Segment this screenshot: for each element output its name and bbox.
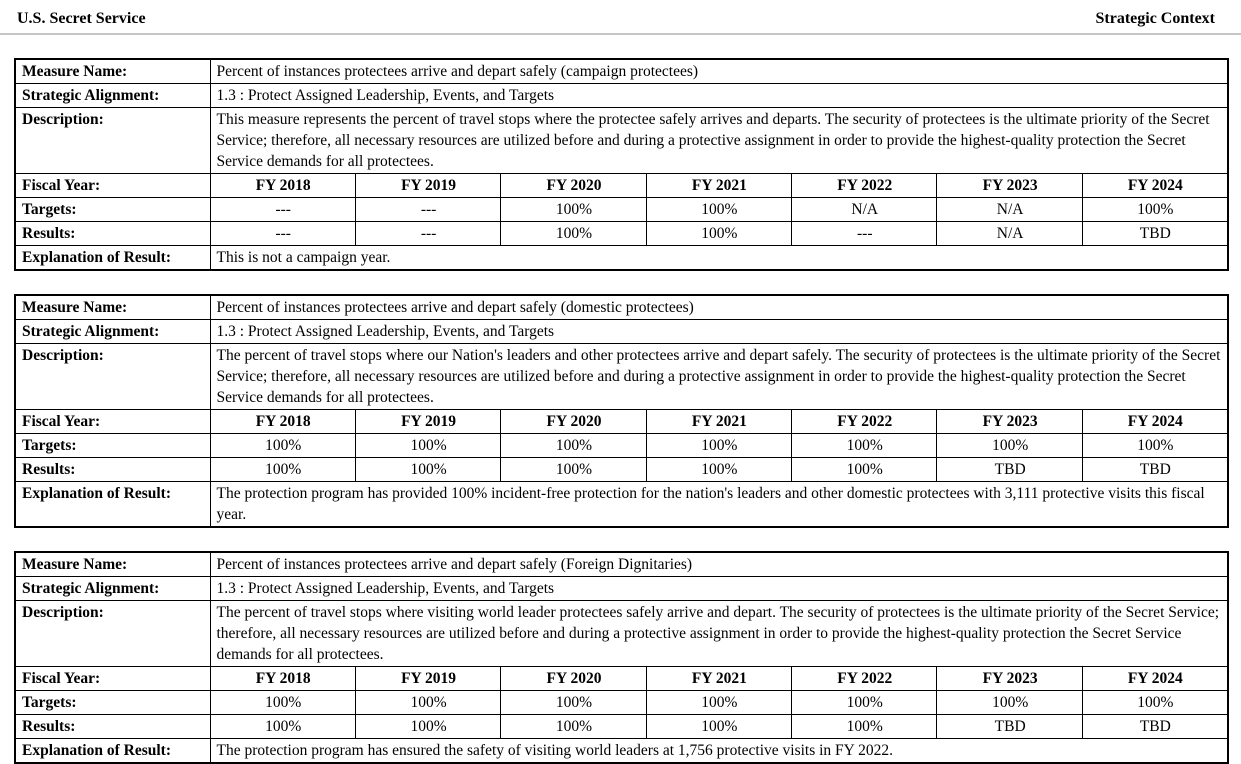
fiscal-year-label: Fiscal Year: [15,174,210,198]
strategic-alignment-row [15,84,1228,108]
result-value-cell: 100% [355,458,500,482]
measure-table-foreign-dignitaries [14,551,1229,764]
fiscal-year-cell: FY 2021 [646,410,791,434]
explanation-row [15,482,1228,528]
result-value-cell: 100% [501,222,646,246]
measure-name-row [15,295,1228,320]
target-value-cell: 100% [501,691,646,715]
fiscal-year-cell: FY 2020 [501,174,646,198]
fiscal-year-cell: FY 2020 [501,667,646,691]
description-row [15,601,1228,667]
description-row [15,344,1228,410]
results-row [15,458,1228,482]
result-value-cell: 100% [646,222,791,246]
explanation-row [15,739,1228,764]
target-value-cell: 100% [646,434,791,458]
page-content [0,58,1241,764]
fiscal-year-row [15,174,1228,198]
fiscal-year-cell: FY 2024 [1082,410,1227,434]
description-value: The percent of travel stops where visiting world leader protectees safely arrive and depart. The security of protectees is the ultimate priority of the Secret Service; therefore, all necessary resources are utilized before and during a protective assignment in order to provide the highest-quality protection the Secret Service demands for all protectees. [210,601,1228,667]
result-value-cell: 100% [646,715,791,739]
strategic-alignment-label: Strategic Alignment: [15,84,210,108]
measure-table-domestic [14,294,1229,528]
fiscal-year-cell: FY 2019 [355,174,500,198]
fiscal-year-cell: FY 2019 [355,667,500,691]
result-value-cell: 100% [792,715,937,739]
explanation-value: This is not a campaign year. [210,246,1228,271]
result-value-cell: --- [355,222,500,246]
fiscal-year-cell: FY 2024 [1082,174,1227,198]
target-value-cell: 100% [355,434,500,458]
target-value-cell: --- [355,198,500,222]
strategic-alignment-label: Strategic Alignment: [15,577,210,601]
fiscal-year-label: Fiscal Year: [15,410,210,434]
target-value-cell: 100% [355,691,500,715]
explanation-row [15,246,1228,271]
result-value-cell: 100% [210,458,355,482]
fiscal-year-cell: FY 2022 [792,410,937,434]
target-value-cell: --- [210,198,355,222]
target-value-cell: 100% [501,198,646,222]
explanation-label: Explanation of Result: [15,482,210,528]
result-value-cell: TBD [1082,715,1227,739]
measure-name-label: Measure Name: [15,552,210,577]
results-row [15,222,1228,246]
description-value: The percent of travel stops where our Nation's leaders and other protectees arrive and depart safely. The security of protectees is the ultimate priority of the Secret Service; therefore, all necessary resources are utilized before and during a protective assignment in order to provide the highest-quality protection the Secret Service demands for all protectees. [210,344,1228,410]
strategic-alignment-value: 1.3 : Protect Assigned Leadership, Events, and Targets [210,320,1228,344]
fiscal-year-cell: FY 2022 [792,667,937,691]
target-value-cell: 100% [1082,198,1227,222]
doc-title-right: Strategic Context [1095,10,1215,27]
target-value-cell: 100% [937,691,1082,715]
result-value-cell: TBD [937,715,1082,739]
result-value-cell: TBD [937,458,1082,482]
strategic-alignment-row [15,320,1228,344]
result-value-cell: 100% [792,458,937,482]
results-label: Results: [15,715,210,739]
explanation-value: The protection program has ensured the safety of visiting world leaders at 1,756 protective visits in FY 2022. [210,739,1228,764]
fiscal-year-cell: FY 2023 [937,667,1082,691]
strategic-alignment-value: 1.3 : Protect Assigned Leadership, Events, and Targets [210,577,1228,601]
fiscal-year-cell: FY 2023 [937,410,1082,434]
target-value-cell: N/A [792,198,937,222]
results-row [15,715,1228,739]
measure-name-row [15,59,1228,84]
fiscal-year-cell: FY 2023 [937,174,1082,198]
measure-name-value: Percent of instances protectees arrive and depart safely (campaign protectees) [210,59,1228,84]
fiscal-year-cell: FY 2024 [1082,667,1227,691]
measure-name-row [15,552,1228,577]
measure-name-value: Percent of instances protectees arrive and depart safely (Foreign Dignitaries) [210,552,1228,577]
measure-name-value: Percent of instances protectees arrive and depart safely (domestic protectees) [210,295,1228,320]
fiscal-year-cell: FY 2019 [355,410,500,434]
result-value-cell: TBD [1082,222,1227,246]
result-value-cell: TBD [1082,458,1227,482]
targets-label: Targets: [15,434,210,458]
targets-row [15,198,1228,222]
strategic-alignment-label: Strategic Alignment: [15,320,210,344]
result-value-cell: 100% [501,715,646,739]
measure-name-label: Measure Name: [15,295,210,320]
description-row [15,108,1228,174]
measure-name-label: Measure Name: [15,59,210,84]
fiscal-year-cell: FY 2018 [210,174,355,198]
target-value-cell: 100% [1082,691,1227,715]
fiscal-year-label: Fiscal Year: [15,667,210,691]
doc-title-left: U.S. Secret Service [17,10,146,27]
description-label: Description: [15,344,210,410]
target-value-cell: 100% [937,434,1082,458]
fiscal-year-cell: FY 2021 [646,174,791,198]
result-value-cell: 100% [355,715,500,739]
target-value-cell: 100% [1082,434,1227,458]
result-value-cell: --- [792,222,937,246]
explanation-label: Explanation of Result: [15,246,210,271]
results-label: Results: [15,222,210,246]
result-value-cell: N/A [937,222,1082,246]
result-value-cell: 100% [210,715,355,739]
target-value-cell: 100% [792,434,937,458]
description-value: This measure represents the percent of travel stops where the protectee safely arrives and departs. The security of protectees is the ultimate priority of the Secret Service; therefore, all necessary resources are utilized before and during a protective assignment in order to provide the highest-quality protection the Secret Service demands for all protectees. [210,108,1228,174]
description-label: Description: [15,108,210,174]
targets-row [15,691,1228,715]
targets-label: Targets: [15,198,210,222]
target-value-cell: 100% [210,434,355,458]
fiscal-year-cell: FY 2021 [646,667,791,691]
target-value-cell: 100% [646,198,791,222]
fiscal-year-row [15,410,1228,434]
target-value-cell: N/A [937,198,1082,222]
page-header [0,0,1241,28]
target-value-cell: 100% [210,691,355,715]
explanation-value: The protection program has provided 100% incident-free protection for the nation's leaders and other domestic protectees with 3,111 protective visits this fiscal year. [210,482,1228,528]
result-value-cell: --- [210,222,355,246]
result-value-cell: 100% [646,458,791,482]
fiscal-year-cell: FY 2018 [210,667,355,691]
result-value-cell: 100% [501,458,646,482]
header-divider [0,33,1241,35]
targets-row [15,434,1228,458]
strategic-alignment-row [15,577,1228,601]
measure-table-campaign [14,58,1229,271]
target-value-cell: 100% [501,434,646,458]
target-value-cell: 100% [646,691,791,715]
targets-label: Targets: [15,691,210,715]
strategic-alignment-value: 1.3 : Protect Assigned Leadership, Events, and Targets [210,84,1228,108]
fiscal-year-cell: FY 2018 [210,410,355,434]
target-value-cell: 100% [792,691,937,715]
fiscal-year-cell: FY 2022 [792,174,937,198]
results-label: Results: [15,458,210,482]
explanation-label: Explanation of Result: [15,739,210,764]
fiscal-year-row [15,667,1228,691]
fiscal-year-cell: FY 2020 [501,410,646,434]
description-label: Description: [15,601,210,667]
